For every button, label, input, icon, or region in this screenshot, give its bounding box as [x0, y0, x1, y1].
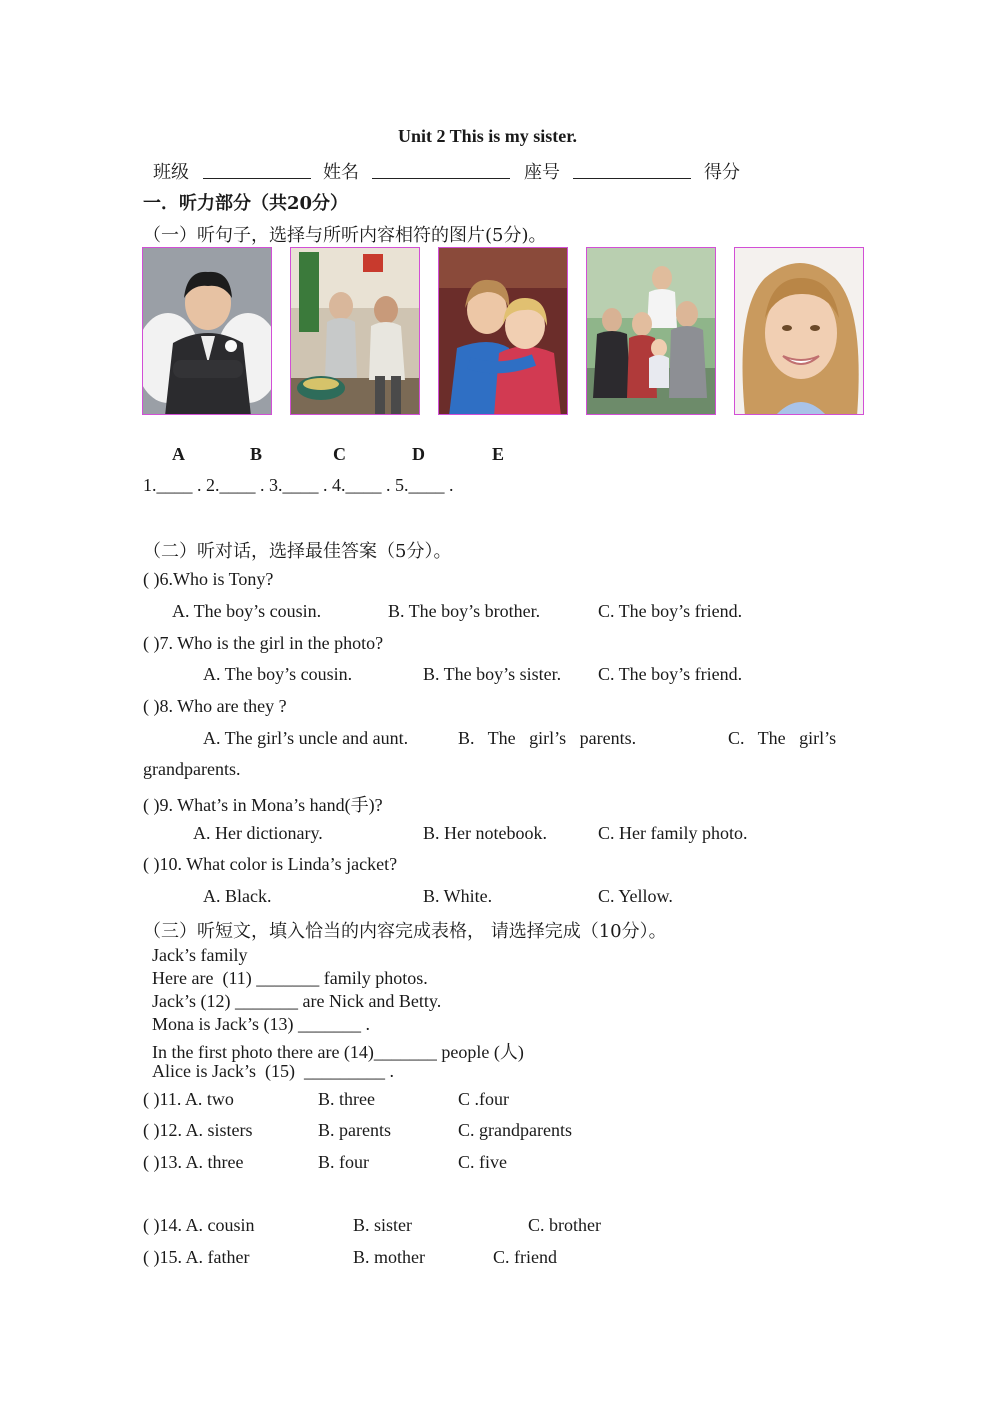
q11-option-b[interactable]: B. three: [318, 1089, 375, 1109]
q13-option-b[interactable]: B. four: [318, 1152, 369, 1172]
answer-blank-1[interactable]: 1.____ .: [143, 475, 202, 495]
question-9: ( )9. What’s in Mona’s hand(手)?: [143, 795, 383, 815]
part3-instruction: （三）听短文，填入恰当的内容完成表格， 请选择完成（10分）。: [143, 921, 667, 942]
q9-option-b[interactable]: B. Her notebook.: [423, 823, 547, 843]
letter-e: E: [492, 444, 505, 464]
answer-blank-4[interactable]: 4.____ .: [332, 475, 391, 495]
q8-option-b[interactable]: B. The girl’s parents.: [458, 728, 637, 748]
letter-d: D: [412, 444, 425, 464]
question-10: ( )10. What color is Linda’s jacket?: [143, 854, 398, 874]
q11-option-c[interactable]: C .four: [458, 1089, 509, 1109]
photo-b-grandparents: [290, 247, 420, 415]
score-label: 得分: [704, 162, 740, 183]
passage-line-2: Here are (11) _______ family photos.: [152, 968, 428, 988]
letter-a: A: [172, 444, 185, 464]
name-label: 姓名: [323, 162, 359, 183]
seat-label: 座号: [524, 162, 560, 183]
q10-option-c[interactable]: C. Yellow.: [598, 886, 673, 906]
answer-blank-3[interactable]: 3.____ .: [269, 475, 328, 495]
question-13[interactable]: ( )13. A. three: [143, 1152, 244, 1172]
question-12[interactable]: ( )12. A. sisters: [143, 1120, 253, 1140]
q8-option-a[interactable]: A. The girl’s uncle and aunt.: [203, 728, 409, 748]
page-title: Unit 2 This is my sister.: [398, 126, 578, 146]
passage-line-3: Jack’s (12) _______ are Nick and Betty.: [152, 991, 442, 1011]
photo-a-boy: [142, 247, 272, 415]
passage-line-6: Alice is Jack’s (15) _________ .: [152, 1061, 394, 1081]
q15-option-b[interactable]: B. mother: [353, 1247, 425, 1267]
section-listening-heading: 一．听力部分（共20分）: [143, 193, 349, 214]
answer-line-1-5: [143, 475, 454, 496]
q12-option-c[interactable]: C. grandparents: [458, 1120, 572, 1140]
name-field[interactable]: [372, 178, 510, 179]
q14-option-b[interactable]: B. sister: [353, 1215, 413, 1235]
part2-instruction: （二）听对话，选择最佳答案（5分）。: [143, 541, 452, 562]
passage-line-1: Jack’s family: [152, 945, 248, 965]
q9-option-c[interactable]: C. Her family photo.: [598, 823, 748, 843]
question-14[interactable]: ( )14. A. cousin: [143, 1215, 255, 1235]
question-15[interactable]: ( )15. A. father: [143, 1247, 250, 1267]
class-label: 班级: [153, 162, 189, 183]
q13-option-c[interactable]: C. five: [458, 1152, 507, 1172]
answer-blank-5[interactable]: 5.____ .: [395, 475, 454, 495]
q10-option-b[interactable]: B. White.: [423, 886, 493, 906]
q6-option-c[interactable]: C. The boy’s friend.: [598, 601, 743, 621]
answer-blank-2[interactable]: 2.____ .: [206, 475, 265, 495]
q14-option-c[interactable]: C. brother: [528, 1215, 601, 1235]
seat-field[interactable]: [573, 178, 691, 179]
passage-line-5: In the first photo there are (14)_______ people (人): [152, 1042, 524, 1062]
part1-instruction: （一）听句子，选择与所听内容相符的图片(5分)。: [143, 225, 547, 246]
class-field[interactable]: [203, 178, 311, 179]
q6-option-b[interactable]: B. The boy’s brother.: [388, 601, 541, 621]
photo-c-sisters: [438, 247, 568, 415]
q10-option-a[interactable]: A. Black.: [203, 886, 272, 906]
q7-option-c[interactable]: C. The boy’s friend.: [598, 664, 743, 684]
letter-c: C: [333, 444, 346, 464]
q9-option-a[interactable]: A. Her dictionary.: [193, 823, 323, 843]
passage-line-4: Mona is Jack’s (13) _______ .: [152, 1014, 370, 1034]
question-11[interactable]: ( )11. A. two: [143, 1089, 234, 1109]
q6-option-a[interactable]: A. The boy’s cousin.: [172, 601, 322, 621]
photo-d-family: [586, 247, 716, 415]
question-7: ( )7. Who is the girl in the photo?: [143, 633, 384, 653]
q12-option-b[interactable]: B. parents: [318, 1120, 391, 1140]
q8-option-c[interactable]: C. The girl’s: [728, 728, 837, 748]
q8-option-c-continued: grandparents.: [143, 759, 241, 779]
q7-option-a[interactable]: A. The boy’s cousin.: [203, 664, 353, 684]
question-8: ( )8. Who are they ?: [143, 696, 287, 716]
q15-option-c[interactable]: C. friend: [493, 1247, 557, 1267]
q7-option-b[interactable]: B. The boy’s sister.: [423, 664, 562, 684]
question-6: ( )6.Who is Tony?: [143, 569, 274, 589]
photo-e-girl: [734, 247, 864, 415]
letter-b: B: [250, 444, 263, 464]
